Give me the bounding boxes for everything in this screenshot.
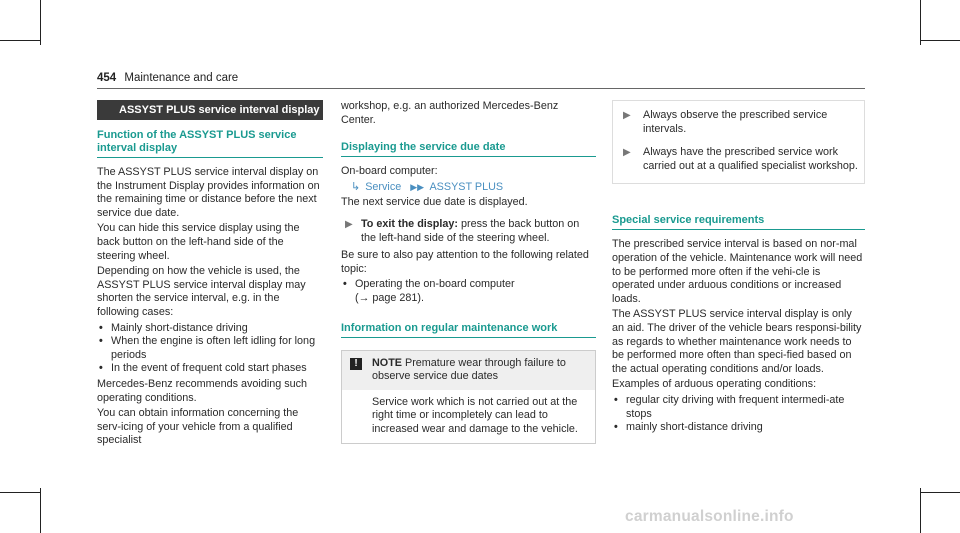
warning-icon: !: [350, 358, 362, 370]
crop-mark: [0, 40, 40, 41]
crop-mark: [920, 492, 960, 493]
bullet-list: [612, 394, 865, 435]
crop-mark: [920, 0, 921, 45]
note-box: [341, 350, 596, 444]
instruction-step: ▶ Always observe the prescribed service intervals.: [623, 109, 828, 135]
paragraph: On-board computer:: [341, 165, 438, 178]
column-left: [97, 100, 323, 450]
menu-item-service: Service: [365, 180, 402, 193]
column-right: [612, 100, 865, 437]
bullet-list: [341, 278, 596, 305]
crop-mark: [40, 0, 41, 45]
crop-mark: [920, 40, 960, 41]
section-banner: ASSYST PLUS service interval display: [97, 100, 323, 120]
paragraph: Mercedes-Benz recommends avoiding such operating conditions.: [97, 377, 308, 404]
column-middle: [341, 100, 596, 444]
watermark: carmanualsonline.info: [625, 508, 794, 525]
double-chevron-icon: ▶▶: [410, 181, 425, 192]
step-triangle-icon: ▶: [623, 110, 631, 121]
paragraph: The prescribed service interval is based on nor-mal operation of the vehicle. Maintenance work will need to be performed more often if the vehi-cle is operated under arduous conditions or increased loads.: [612, 238, 863, 305]
list-item: • regular city driving with frequent intermedi-ate stops: [614, 393, 845, 420]
note-body: Service work which is not carried out at the right time or incompletely can lead to increased wear and damage to the vehicle.: [372, 395, 578, 435]
paragraph: Depending on how the vehicle is used, the ASSYST PLUS service interval display may shorten the service interval, e.g. in the following cases:: [97, 265, 306, 318]
step-triangle-icon: ▶: [345, 218, 353, 230]
subheading: Information on regular maintenance work: [341, 322, 596, 338]
list-item: • When the engine is often left idling for long periods: [99, 335, 316, 361]
paragraph: You can hide this service display using the back button on the left-hand side of the steering wheel.: [97, 222, 300, 262]
crop-mark: [920, 488, 921, 533]
list-item: • In the event of frequent cold start phases: [99, 362, 307, 375]
menu-item-assyst: ASSYST PLUS: [429, 180, 504, 193]
page-reference[interactable]: (→ page 281).: [355, 291, 425, 304]
header-divider: [97, 88, 865, 89]
instruction-step: ▶ To exit the display: press the back button on the left-hand side of the steering wheel.: [345, 217, 580, 244]
return-arrow-icon: ↳: [351, 180, 361, 193]
paragraph: You can obtain information concerning the serv-icing of your vehicle from a qualified specialist: [97, 407, 299, 447]
paragraph: Examples of arduous operating conditions:: [612, 378, 817, 391]
crop-mark: [40, 488, 41, 533]
section-title: Maintenance and care: [124, 72, 239, 84]
menu-path: [341, 181, 596, 195]
subheading: Special service requirements: [612, 214, 865, 230]
paragraph: Be sure to also pay attention to the following related topic:: [341, 249, 589, 275]
note-header: ! NOTE Premature wear through failure to observe service due dates: [342, 351, 595, 390]
instruction-box: [612, 100, 865, 184]
paragraph: workshop, e.g. an authorized Mercedes-Benz Center.: [341, 100, 559, 126]
list-item: • mainly short-distance driving: [614, 421, 763, 434]
page-number: 454: [97, 72, 117, 84]
list-item: • Mainly short-distance driving: [99, 321, 248, 334]
list-item: • Operating the on-board computer (→ page 281).: [343, 278, 515, 304]
instruction-step: ▶ Always have the prescribed service work carried out at a qualified specialist workshop.: [623, 146, 858, 172]
paragraph: The ASSYST PLUS service interval display is only an aid. The driver of the vehicle bears responsi-bility as regards to whether maintenance work needs to be performed more often than speci-fied based on the actual operating conditions and/or loads.: [612, 308, 862, 375]
bullet-list: [97, 322, 323, 376]
crop-mark: [0, 492, 40, 493]
subheading: Function of the ASSYST PLUS service interval display: [97, 129, 323, 158]
subheading: Displaying the service due date: [341, 141, 596, 157]
step-triangle-icon: ▶: [623, 147, 631, 159]
paragraph: The next service due date is displayed.: [341, 196, 528, 209]
page-header: [97, 72, 238, 84]
paragraph: The ASSYST PLUS service interval display on the Instrument Display provides information on the remaining time or distance before the next service due date.: [97, 166, 320, 219]
